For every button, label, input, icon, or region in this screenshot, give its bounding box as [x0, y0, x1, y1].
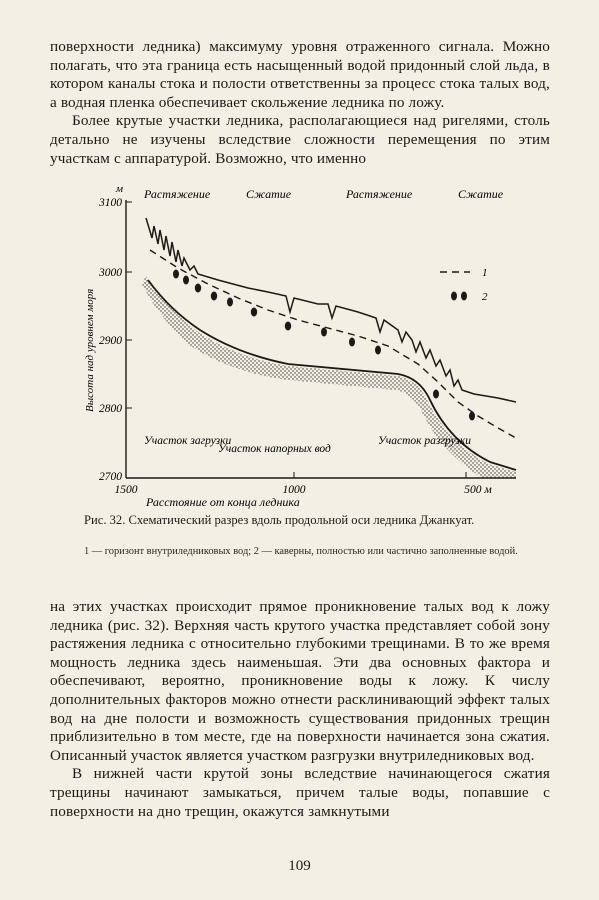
- x-axis-label: Расстояние от конца ледника: [146, 495, 300, 509]
- y-axis-label: Высота над уровнем моря: [84, 288, 96, 412]
- zone-label-tension: Растяжение: [144, 187, 211, 201]
- x-tick-label: 500 м: [464, 484, 492, 496]
- top-text-block: [50, 38, 550, 168]
- zone-label-compression: Сжатие: [246, 187, 292, 201]
- y-tick-label: 2800: [99, 403, 122, 415]
- zone-label-discharge: Участок разгрузки: [378, 435, 472, 447]
- x-ticks: [294, 472, 466, 478]
- bottom-text-block: [50, 598, 550, 821]
- glacier-profile-figure: [78, 180, 528, 510]
- y-ticks: [126, 202, 132, 478]
- zone-label-loading: Участок загрузки: [144, 435, 232, 447]
- paragraph: поверхности ледника) максимуму уровня отраженного сигнала. Можно полагать, что эта граница есть насыщенный водой придонный слой льда, в котором каналы стока и полости ответственны за процесс стока талых вод, а водная пленка обеспечивает скольжение ледника по ложу.: [50, 38, 550, 111]
- page-number: 109: [288, 858, 311, 874]
- x-tick-label: 1000: [282, 484, 306, 496]
- figure-legend-text: 1 — горизонт внутриледниковых вод; 2 — каверны, полностью или частично заполненные водой.: [84, 546, 518, 557]
- zone-label-pressure: Участок напорных вод: [218, 443, 331, 455]
- x-tick-label: 1500: [114, 484, 138, 496]
- figure-caption: Рис. 32. Схематический разрез вдоль продольной оси ледника Джанкуат.: [84, 513, 475, 527]
- legend: [440, 267, 488, 303]
- paragraph: на этих участках происходит прямое проникновение талых вод к ложу ледника (рис. 32). Верхняя часть крутого участка представляет собой зону растяжения ледника с относительно глубокими трещинами. В то же время мощность ледника здесь наименьшая. Эти два основных фактора и обеспечивают, вероятно, проникновение воды к ложу. К числу дополнительных факторов можно отнести расклинивающий эффект талых вод на дне полости и возможность существования придонных трещин приблизительно в том месте, где на поверхности начинается зона сжатия. Описанный участок является участком разгрузки внутриледниковых вод.: [50, 598, 550, 764]
- y-tick-label: 2900: [99, 335, 122, 347]
- paragraph: В нижней части крутой зоны вследствие начинающегося сжатия трещины начинают замыкаться, причем талые воды, попавшие с поверхности на дно трещин, окажутся замкнутыми: [50, 765, 550, 820]
- legend-key: 2: [482, 291, 488, 303]
- zone-label-tension: Растяжение: [346, 187, 413, 201]
- paragraph: Более крутые участки ледника, располагающиеся над ригелями, столь детально не изучены вследствие сложности перемещения по этим участкам с аппаратурой. Возможно, что именно: [50, 112, 550, 167]
- y-tick-label: 3000: [99, 267, 122, 279]
- y-tick-label: 2700: [99, 471, 122, 483]
- glacier-profile-diagram: [78, 180, 528, 510]
- zone-label-compression: Сжатие: [458, 187, 504, 201]
- legend-key: 1: [482, 267, 488, 279]
- y-tick-label: 3100: [99, 197, 122, 209]
- y-unit: м: [116, 183, 124, 195]
